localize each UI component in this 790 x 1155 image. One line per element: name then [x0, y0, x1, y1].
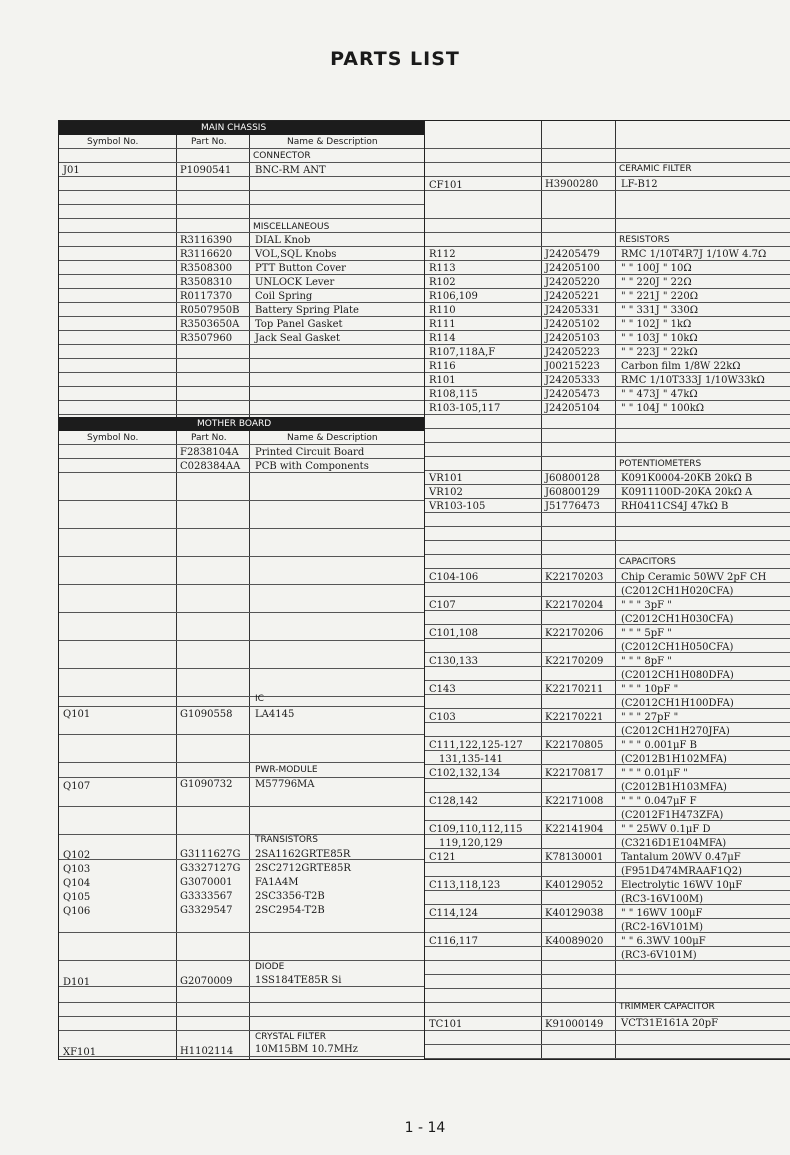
- table-row: C104-106: [429, 572, 479, 583]
- connector-heading: CONNECTOR: [253, 151, 311, 161]
- right-parts-table: CERAMIC FILTER CF101 H3900280 LF-B12 RESISTORS POTENTIOMETERS CAPACITORS TRIMMER CAPACITOR TC101 K91000149 VCT31E161A 20pF R112 J24205479 RMC 1/10T4R7J 1/10W 4.7Ω R113 J24205100 " " 100J " 10Ω R102 J24205220 " " 220J " 22Ω R106,109 J24205221 " " 221J " 220Ω R110 J24205331 " " 331J " 330Ω R111 J24205102 " " 102J " 1kΩ R114 J24205103 " " 103J " 10kΩ R107,118A,F J24205223 " " 223J " 22kΩ R116 J00215223 Carbon film 1/8W 22kΩ R101 J24205333 RMC 1/10T333J 1/10W33kΩ R108,115 J24205473 " " 473J " 47kΩ R103-105,117 J24205104 " " 104J " 100kΩ VR101 J60800128 K091K0004-20KB 20kΩ B VR102 J60800129 K0911100D-20KA 20kΩ A VR103-105 J51776473 RH0411CS4J 47kΩ B C104-106 K22170203 Chip Ceramic 50WV 2pF CH (C2012CH1H020CFA) C107 K22170204 " " " 3pF " (C2012CH1H030CFA) C101,108 K22170206 " " " 5pF " (C2012CH1H050CFA) C130,133 K22170209 " " " 8pF " (C2012CH1H080DFA) C143 K22170211 " " " 10pF " (C2012CH1H100DFA) C103 K22170221 " " " 27pF " (C2012CH1H270JFA) C111,122,125-127 131,135-141 K22170805 " " " 0.001μF B (C2012B1H102MFA) C102,132,134 K22170817 " " " 0.01μF " (C2012B1H103MFA) C128,142 K22171008 " " " 0.047μF F (C2012F1H473ZFA) C109,110,112,115 119,120,129 K22141904 " " 25WV 0.1μF D (C3216D1E104MFA) C121 K78130001 Tantalum 20WV 0.47μF (F951D474MRAAF1Q2) C113,118,123 K40129052 Electrolytic 16WV 10μF (RC3-16V100M) C114,124 K40129038 " " 16WV 100μF (RC2-16V101M) C116,117 K40089020 " " 6.3WV 100μF (RC3-6V101M): [424, 120, 790, 1060]
- page-title: PARTS LIST: [330, 48, 460, 70]
- misc-heading: MISCELLANEOUS: [253, 222, 330, 232]
- table-row: C130,133: [429, 656, 479, 667]
- ic-heading: IC: [255, 694, 264, 704]
- transistors-heading: TRANSISTORS: [255, 835, 318, 845]
- main-chassis-header: [59, 121, 425, 135]
- table-row: C107: [429, 600, 456, 611]
- table-row: C114,124: [429, 908, 479, 919]
- left-parts-table: MAIN CHASSIS Symbol No. Part No. Name & Description CONNECTOR J01 P1090541 BNC-RM ANT MISCELLANEOUS R3116390 DIAL Knob R3116620 VOL,SQL Knobs R3508300 PTT Button Cover R3508310 UNLOCK Lever R0117370 Coil Spring R0507950B Battery Spring Plate R3503650A Top Panel Gasket R3507960 Jack Seal Gasket MOTHER BOARD Symbol No. Part No. Name & Description F2838104A Printed Circuit Board C028384AA PCB with Components IC Q101 G1090558 LA4145 PWR-MODULE Q107 G1090732 M57796MA TRANSISTORS Q102 G3111627G 2SA1162GRTE85R Q103 G3327127G 2SC2712GRTE85R Q104 G3070001 FA1A4M Q105 G3333567 2SC3356-T2B Q106 G3329547 2SC2954-T2B DIODE D101 G2070009 1SS184TE85R Si CRYSTAL FILTER XF101 H1102114 10M15BM 10.7MHz: [58, 120, 425, 1060]
- table-row: C121: [429, 852, 456, 863]
- mother-board-heading: MOTHER BOARD: [197, 419, 272, 429]
- table-row: C109,110,112,115: [429, 824, 523, 835]
- main-chassis-heading: MAIN CHASSIS: [201, 123, 267, 133]
- potentiometers-heading: POTENTIOMETERS: [619, 459, 702, 469]
- table-row: C116,117: [429, 936, 479, 947]
- table-row: C111,122,125-127: [429, 740, 523, 751]
- table-row: C101,108: [429, 628, 479, 639]
- diode-heading: DIODE: [255, 962, 285, 972]
- table-row: J01: [63, 165, 80, 176]
- resistors-heading: RESISTORS: [619, 235, 670, 245]
- col-part-header: Part No.: [191, 137, 227, 147]
- pwr-heading: PWR-MODULE: [255, 765, 318, 775]
- mother-board-header: [59, 417, 425, 431]
- page-number: 1 - 14: [404, 1120, 446, 1136]
- table-row: C113,118,123: [429, 880, 501, 891]
- col-name-header: Name & Description: [287, 137, 378, 147]
- trimmer-capacitor-heading: TRIMMER CAPACITOR: [619, 1002, 715, 1012]
- col-symbol-header: Symbol No.: [87, 137, 139, 147]
- capacitors-heading: CAPACITORS: [619, 557, 676, 567]
- table-row: C103: [429, 712, 456, 723]
- crystal-filter-heading: CRYSTAL FILTER: [255, 1032, 327, 1042]
- table-row: C143: [429, 684, 456, 695]
- ceramic-filter-heading: CERAMIC FILTER: [619, 164, 692, 174]
- table-row: C102,132,134: [429, 768, 501, 779]
- table-row: C128,142: [429, 796, 479, 807]
